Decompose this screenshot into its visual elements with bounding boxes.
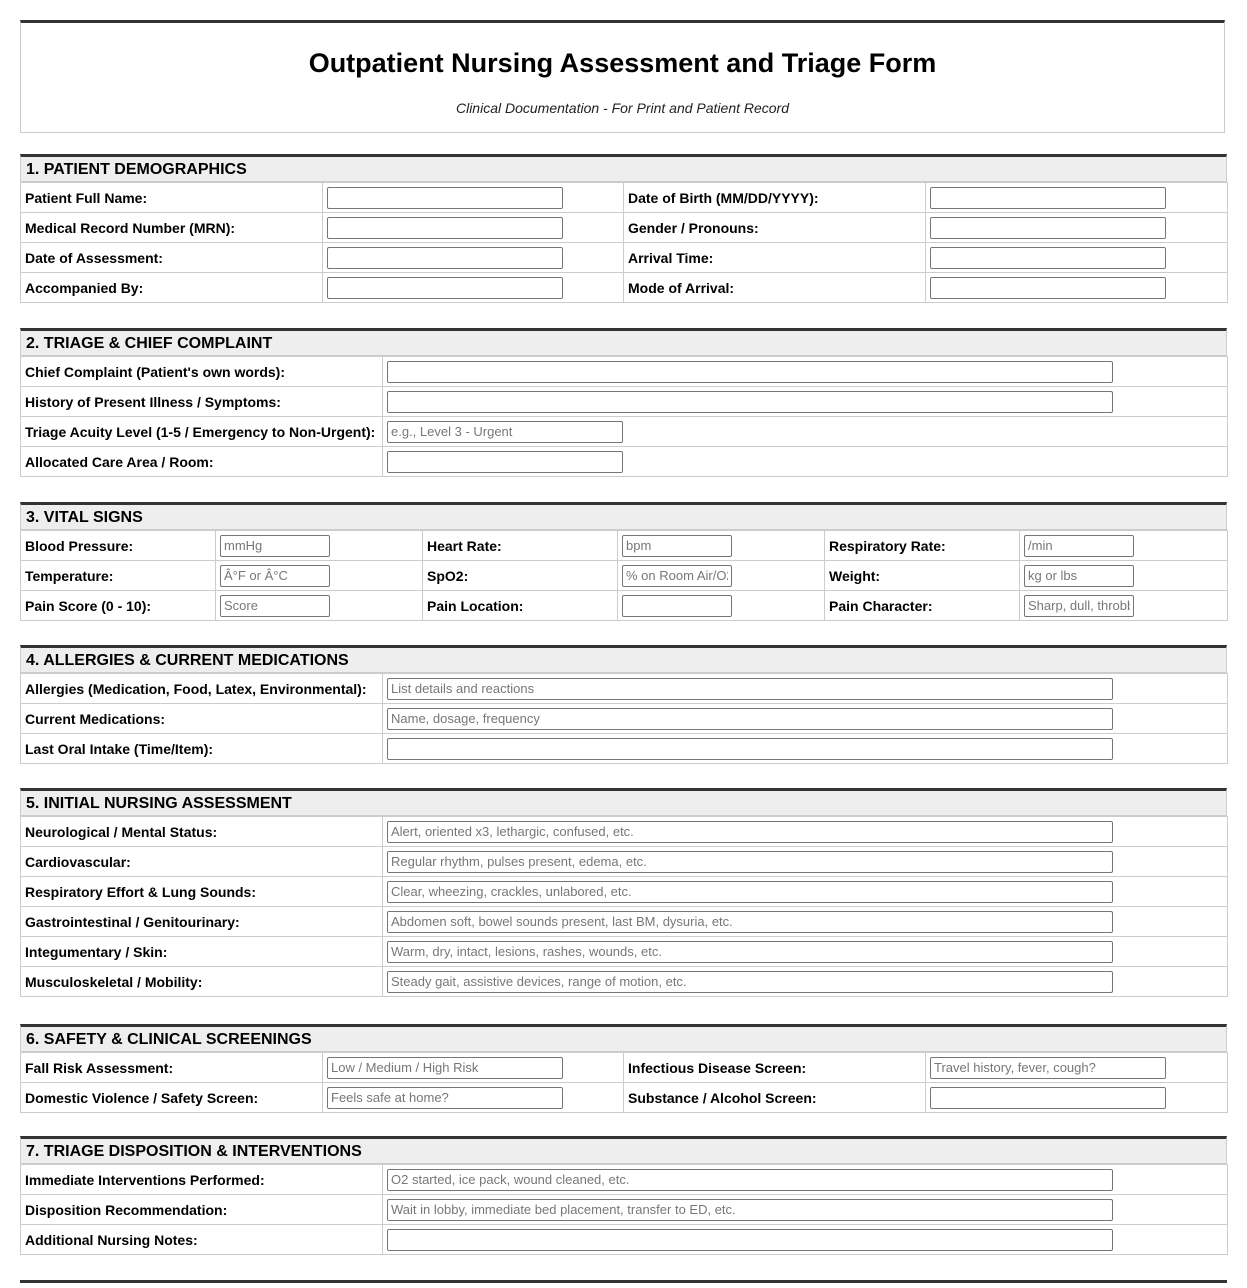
next-section-border: [20, 1280, 1227, 1288]
field-label: SpO2:: [423, 561, 618, 591]
demographics-table: [20, 182, 1228, 303]
weight-field[interactable]: [1024, 565, 1134, 587]
triage-table: [20, 356, 1228, 477]
form-title: Outpatient Nursing Assessment and Triage Form: [308, 48, 937, 78]
infectious-disease-field[interactable]: [930, 1057, 1166, 1079]
field-label: Arrival Time:: [624, 243, 926, 273]
musculoskeletal-field[interactable]: [387, 971, 1113, 993]
table-row: [21, 937, 1228, 967]
field-label: Current Medications:: [21, 704, 383, 734]
field-label: Weight:: [825, 561, 1020, 591]
pain-character-field[interactable]: [1024, 595, 1134, 617]
table-row: [21, 1053, 1228, 1083]
spo2-field[interactable]: [622, 565, 732, 587]
field-label: Mode of Arrival:: [624, 273, 926, 303]
section-initial-nursing-assessment: [20, 788, 1227, 997]
field-label: Domestic Violence / Safety Screen:: [21, 1083, 323, 1113]
field-label: Cardiovascular:: [21, 847, 383, 877]
section-triage-disposition: [20, 1136, 1227, 1255]
table-row: [21, 417, 1228, 447]
table-row: [21, 183, 1228, 213]
fall-risk-field[interactable]: [327, 1057, 563, 1079]
table-row: [21, 243, 1228, 273]
field-label: Accompanied By:: [21, 273, 323, 303]
temperature-field[interactable]: [220, 565, 330, 587]
field-label: Neurological / Mental Status:: [21, 817, 383, 847]
section-title: 5. INITIAL NURSING ASSESSMENT: [20, 788, 1227, 816]
assessment-date-field[interactable]: [327, 247, 563, 269]
respiratory-field[interactable]: [387, 881, 1113, 903]
table-row: [21, 704, 1228, 734]
table-row: [21, 561, 1228, 591]
field-label: Gastrointestinal / Genitourinary:: [21, 907, 383, 937]
nursing-notes-field[interactable]: [387, 1229, 1113, 1251]
gastrointestinal-field[interactable]: [387, 911, 1113, 933]
form-header: [20, 20, 1225, 133]
accompanied-by-field[interactable]: [327, 277, 563, 299]
field-label: Triage Acuity Level (1-5 / Emergency to Non-Urgent):: [21, 417, 383, 447]
field-label: Respiratory Effort & Lung Sounds:: [21, 877, 383, 907]
blood-pressure-field[interactable]: [220, 535, 330, 557]
table-row: [21, 817, 1228, 847]
section-patient-demographics: [20, 154, 1227, 303]
table-row: [21, 674, 1228, 704]
history-present-illness-field[interactable]: [387, 391, 1113, 413]
interventions-field[interactable]: [387, 1169, 1113, 1191]
table-row: [21, 907, 1228, 937]
field-label: Pain Character:: [825, 591, 1020, 621]
substance-screen-field[interactable]: [930, 1087, 1166, 1109]
section-safety-screenings: [20, 1024, 1227, 1113]
table-row: [21, 531, 1228, 561]
field-label: Heart Rate:: [423, 531, 618, 561]
integumentary-field[interactable]: [387, 941, 1113, 963]
field-label: Date of Birth (MM/DD/YYYY):: [624, 183, 926, 213]
field-label: Blood Pressure:: [21, 531, 216, 561]
triage-acuity-field[interactable]: [387, 421, 623, 443]
field-label: Additional Nursing Notes:: [21, 1225, 383, 1255]
patient-name-field[interactable]: [327, 187, 563, 209]
field-label: Pain Location:: [423, 591, 618, 621]
field-label: History of Present Illness / Symptoms:: [21, 387, 383, 417]
mrn-field[interactable]: [327, 217, 563, 239]
disposition-table: [20, 1164, 1228, 1255]
table-row: [21, 967, 1228, 997]
field-label: Patient Full Name:: [21, 183, 323, 213]
allergies-table: [20, 673, 1228, 764]
section-title: 2. TRIAGE & CHIEF COMPLAINT: [20, 328, 1227, 356]
table-row: [21, 387, 1228, 417]
field-label: Integumentary / Skin:: [21, 937, 383, 967]
screenings-table: [20, 1052, 1228, 1113]
disposition-field[interactable]: [387, 1199, 1113, 1221]
table-row: [21, 1225, 1228, 1255]
section-triage-chief-complaint: [20, 328, 1227, 477]
field-label: Substance / Alcohol Screen:: [624, 1083, 926, 1113]
pain-score-field[interactable]: [220, 595, 330, 617]
table-row: [21, 847, 1228, 877]
neurological-field[interactable]: [387, 821, 1113, 843]
field-label: Medical Record Number (MRN):: [21, 213, 323, 243]
heart-rate-field[interactable]: [622, 535, 732, 557]
field-label: Last Oral Intake (Time/Item):: [21, 734, 383, 764]
field-label: Chief Complaint (Patient's own words):: [21, 357, 383, 387]
field-label: Fall Risk Assessment:: [21, 1053, 323, 1083]
section-title: 1. PATIENT DEMOGRAPHICS: [20, 154, 1227, 182]
assessment-table: [20, 816, 1228, 997]
section-title: 7. TRIAGE DISPOSITION & INTERVENTIONS: [20, 1136, 1227, 1164]
table-row: [21, 213, 1228, 243]
section-title: 3. VITAL SIGNS: [20, 502, 1227, 530]
cardiovascular-field[interactable]: [387, 851, 1113, 873]
field-label: Allergies (Medication, Food, Latex, Environmental):: [21, 674, 383, 704]
care-area-room-field[interactable]: [387, 451, 623, 473]
chief-complaint-field[interactable]: [387, 361, 1113, 383]
mode-of-arrival-field[interactable]: [930, 277, 1166, 299]
field-label: Date of Assessment:: [21, 243, 323, 273]
allergies-field[interactable]: [387, 678, 1113, 700]
field-label: Disposition Recommendation:: [21, 1195, 383, 1225]
table-row: [21, 357, 1228, 387]
field-label: Temperature:: [21, 561, 216, 591]
field-label: Gender / Pronouns:: [624, 213, 926, 243]
table-row: [21, 591, 1228, 621]
pain-location-field[interactable]: [622, 595, 732, 617]
form-subtitle: Clinical Documentation - For Print and Patient Record: [455, 100, 790, 116]
respiratory-rate-field[interactable]: [1024, 535, 1134, 557]
vital-signs-table: [20, 530, 1228, 621]
table-row: [21, 1195, 1228, 1225]
field-label: Respiratory Rate:: [825, 531, 1020, 561]
table-row: [21, 1083, 1228, 1113]
table-row: [21, 1165, 1228, 1195]
section-allergies-medications: [20, 645, 1227, 764]
table-row: [21, 447, 1228, 477]
field-label: Allocated Care Area / Room:: [21, 447, 383, 477]
current-medications-field[interactable]: [387, 708, 1113, 730]
section-vital-signs: [20, 502, 1227, 621]
gender-pronouns-field[interactable]: [930, 217, 1166, 239]
last-oral-intake-field[interactable]: [387, 738, 1113, 760]
table-row: [21, 734, 1228, 764]
section-title: 4. ALLERGIES & CURRENT MEDICATIONS: [20, 645, 1227, 673]
field-label: Musculoskeletal / Mobility:: [21, 967, 383, 997]
field-label: Pain Score (0 - 10):: [21, 591, 216, 621]
section-title: 6. SAFETY & CLINICAL SCREENINGS: [20, 1024, 1227, 1052]
safety-screen-field[interactable]: [327, 1087, 563, 1109]
table-row: [21, 273, 1228, 303]
field-label: Immediate Interventions Performed:: [21, 1165, 383, 1195]
date-of-birth-field[interactable]: [930, 187, 1166, 209]
field-label: Infectious Disease Screen:: [624, 1053, 926, 1083]
arrival-time-field[interactable]: [930, 247, 1166, 269]
table-row: [21, 877, 1228, 907]
